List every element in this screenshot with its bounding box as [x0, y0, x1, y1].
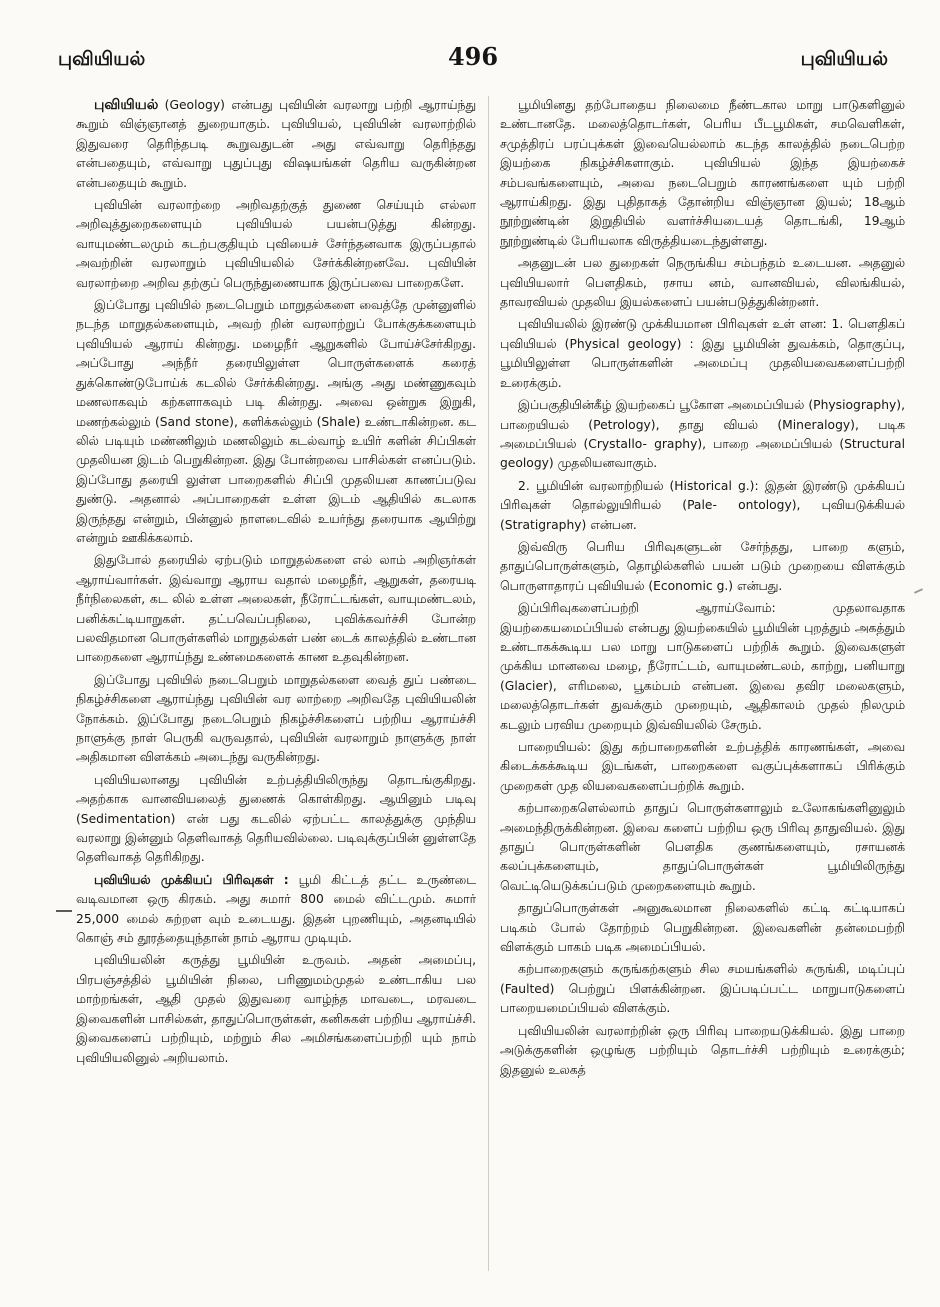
paragraph: இப்பகுதியின்கீழ் இயற்கைப் பூகோள அமைப்பியல் (Physiography), பாறையியல் (Petrology), தாது வியல் (Mineralogy), படிக அமைப்பியல் (Crystallo- graphy), பாறை அமைப்பியல் (Structural geology) முதலியனவாகும்.	[500, 398, 905, 471]
running-head-right: புவியியல்	[800, 48, 888, 70]
entry-headword: புவியியல்	[94, 97, 159, 113]
paragraph: இப்பிரிவுகளைப்பற்றி ஆராய்வோம்: முதலாவதாக இயற்கையமைப்பியல் என்பது இயற்கையில் பூமியின் புறத்தும் அகத்தும் உண்டாகக்கூடிய பல மாறு பாடுகளைப் பற்றிக் கூறும். இவைகளுள் முக்கிய மானவை மழை, நீரோட்டம், வாயுமண்டலம், காற்று, பனியாறு (Glacier), எரிமலை, பூகம்பம் என்பன. இவை தவிர மலைகளும், மலைத்தொடர்கள் துவக்கும் முறையும், ஆதிகாலம் முதல் நிலமும் கடலும் பரவிய முறையும் இவ்வியலில் சேரும்.	[500, 601, 905, 732]
page-number: 496	[447, 42, 499, 71]
running-head-left: புவியியல்	[58, 48, 146, 70]
paragraph: கற்பாறைகளெல்லாம் தாதுப் பொருள்களாலும் உலோகங்களினுலும் அமைந்திருக்கின்றன. இவை களைப் பற்றிய ஒரு பிரிவு தாதுவியல். இது தாதுப் பொருள்களின் பௌதிக குணங்களையும், ரசாயனக் கலப்புக்களையும், தாதுப்பொருள்கள் பூமியிலிருந்து வெட்டியெடுக்கப்படும் முறைகளையும் கூறும்.	[500, 801, 905, 893]
paragraph: இப்போது புவியில் நடைபெறும் மாறுதல்களை வைத் துப் பண்டை நிகழ்ச்சிகளை ஆராய்ந்து புவியின் வர லாற்றை அறிவதே புவியியலின் நோக்கம். இப்போது நடைபெறும் நிகழ்ச்சிகளைப் பற்றிய ஆராய்ச்சி நாளுக்கு நாள் பெருகி வருவதால், புவியின் வரலாறும் நாளுக்கு நாள் அதிகமான விளக்கம் அடைந்து வருகின்றது.	[76, 672, 476, 765]
section-paragraph	[76, 871, 476, 949]
right-column	[500, 96, 905, 1276]
paragraph: புவியியலின் வரலாற்றின் ஒரு பிரிவு பாறையடுக்கியல். இது பாறை அடுக்குகளின் ஒழுங்கு பற்றியும் தொடர்ச்சி பற்றியும் உரைக்கும்; இதனுல் உலகத்	[500, 1023, 905, 1077]
left-column	[76, 96, 476, 1276]
page-header	[58, 38, 888, 78]
margin-mark	[914, 588, 923, 594]
entry-intro-paragraph	[76, 96, 476, 193]
margin-smudge	[56, 910, 72, 912]
entry-intro-text: (Geology) என்பது புவியின் வரலாறு பற்றி ஆராய்ந்து கூறும் விஞ்ஞானத் துறையாகும். புவியியல், புவியின் வரலாற்றில் இதுவரை தெரிந்தபடி கூறுவதுடன் அது எவ்வாறு தெரிந்தது என்பதையும், எவ்வாறு புதுப்புது விஷயங்கள் தெரிய வருகின்றன என்பதையும் கூறும்.	[76, 98, 476, 190]
paragraph: புவியியலின் கருத்து பூமியின் உருவம். அதன் அமைப்பு, பிரபஞ்சத்தில் பூமியின் நிலை, பரிணுமம்முதல் உண்டாகிய பல மாற்றங்கள், ஆதி முதல் இதுவரை வாழ்ந்த மாவடை, மரவடை இவைகளின் பாசில்கள், தாதுப்பொருள்கள், கனிசுகள் பற்றிய ஆராய்ச்சி. இவைகளைப் பற்றியும், மற்றும் சில அமிசங்களைப்பற்றி யும் நாம் புவியியலினுல் அறியலாம்.	[76, 953, 476, 1065]
paragraph: புவியியலானது புவியின் உற்பத்தியிலிருந்து தொடங்குகிறது. அதற்காக வானவியலைத் துணைக் கொள்கிறது. ஆயினும் படிவு (Sedimentation) என் பது கடலில் ஏற்பட்ட காலத்துக்கு முந்திய வரலாறு இன்னும் தெளிவாகத் தெரியவில்லை. படிவுக்குப்பின் னுள்ளதே தெளிவாகத் தெரிகிறது.	[76, 772, 476, 865]
section-text: பூமி கிட்டத் தட்ட உருண்டை வடிவமான ஒரு கிரகம். அது சுமார் 800 மைல் விட்டமும். சுமார் 25,000 மைல் சுற்றள வும் உடையது. இதன் புறணியும், அதனடியில் கொஞ் சம் தூரத்தையுந்தான் நாம் ஆராய முடியும்.	[76, 872, 476, 946]
paragraph: புவியின் வரலாற்றை அறிவதற்குத் துணை செய்யும் எல்லா அறிவுத்துறைகளையும் புவியியல் பயன்படுத்து கின்றது. வாயுமண்டலமும் கடற்பகுதியும் புவியைச் சேர்ந்தனவாக இருப்பதால் அவற்றின் வரலாறும் புவியியலில் சேர்க்கின்றனவே. புவியின் வரலாற்றை அறிவ தற்குப் பெருந்துணையாக இருப்பவை பாறைகளே.	[76, 198, 476, 290]
paragraph: அதனுடன் பல துறைகள் நெருங்கிய சம்பந்தம் உடையன. அதனுல் புவியியலார் பௌதிகம், ரசாய னம், வானவியல், விலங்கியல், தாவரவியல் முதலிய இயல்களைப் பயன்படுத்துகின்றனர்.	[500, 256, 905, 310]
paragraph: புவியியலில் இரண்டு முக்கியமான பிரிவுகள் உள் ளன: 1. பௌதிகப் புவியியல் (Physical geology) : இது பூமியின் துவக்கம், தொகுப்பு, பூமியிலுள்ள பொருள்களின் அமைப்பு முதலியவைகளைப்பற்றி உரைக்கும்.	[500, 317, 905, 390]
paragraph: இப்போது புவியில் நடைபெறும் மாறுதல்களை வைத்தே முன்னுளில் நடந்த மாறுதல்களையும், அவற் றின் வரலாற்றுப் போக்குக்களையும் புவியியல் ஆராய் கின்றது. மழைநீர் ஆறுகளில் போய்ச்சேர்கிறது. அப்போது அந்நீர் தரையிலுள்ள பொருள்களைக் கரைத் துக்கொண்டுபோய்க் கடலில் சேர்க்கின்றது. அங்கு அது மண்ணுகவும் மணலாகவும் கற்களாகவும் படி கின்றது. அவை ஒன்றுக இறுகி, மணற்கல்லும் (Sand stone), களிக்கல்லும் (Shale) உண்டாகின்றன. கட லில் படியும் மண்ணிலும் மணலிலும் கடல்வாழ் உயிர் களின் சிப்பிகள் முதலியன இடம் பெறுகின்றன. இது போன்றவை பாசில்கள் எனப்படும். இப்போது தரையி லுள்ள பாறைகளில் சிப்பி முதலியன காணப்படுவ துண்டு. அதனால் அப்பாறைகள் உள்ள இடம் ஆதியில் கடலாக இருந்தது என்றும், பின்னுல் நாளடைவில் உயர்ந்து தரையாக ஆயிற்று என்றும் ஊகிக்கலாம்.	[76, 298, 476, 545]
paragraph: 2. பூமியின் வரலாற்றியல் (Historical g.): இதன் இரண்டு முக்கியப் பிரிவுகள் தொல்லுயிரியல் (Pale- ontology), புவியடுக்கியல் (Stratigraphy) என்பன.	[500, 478, 905, 532]
section-heading: புவியியல் முக்கியப் பிரிவுகள் :	[94, 872, 289, 887]
paragraph: இதுபோல் தரையில் ஏற்படும் மாறுதல்களை எல் லாம் அறிஞர்கள் ஆராய்வார்கள். இவ்வாறு ஆராய வதால் மழைநீர், ஆறுகள், தரையடி நீர்நிலைகள், கட லில் உள்ள அலைகள், நீரோட்டங்கள், வாயுமண்டலம், பனிக்கட்டியாறுகள். தட்பவெப்பநிலை, புவிக்கவர்ச்சி போன்ற பலவிதமான பொருள்களில் மாறுதல்கள் பண் டைக் காலத்தில் உண்டான பாறைகளை ஆராய்ந்து உண்மைகளைக் காண உதவுகின்றன.	[76, 553, 476, 665]
paragraph: பாறையியல்: இது கற்பாறைகளின் உற்பத்திக் காரணங்கள், அவை கிடைக்கக்கூடிய இடங்கள், பாறைகளை வகுப்புக்களாகப் பிரிக்கும் முறைகள் முத லியவைகளைப்பற்றிக் கூறும்.	[500, 740, 905, 793]
paragraph: தாதுப்பொருள்கள் அனுகூலமான நிலைகளில் கட்டி கட்டியாகப் படிகம் போல் தோற்றம் பெறுகின்றன. இவைகளின் தன்மைபற்றி விளக்கும் பாகம் படிக அமைப்பியல்.	[500, 901, 905, 955]
paragraph: கற்பாறைகளும் கருங்கற்களும் சில சமயங்களில் சுருங்கி, மடிப்புப் (Faulted) பெற்றுப் பிளக்கின்றன. இப்படிப்பட்ட மாறுபாடுகளைப் பாறையமைப்பியல் விளக்கும்.	[500, 962, 905, 1016]
paragraph: இவ்விரு பெரிய பிரிவுகளுடன் சேர்ந்தது, பாறை களும், தாதுப்பொருள்களும், தொழில்களில் பயன் படும் முறையை விளக்கும் பொருளாதாரப் புவியியல் (Economic g.) என்பது.	[500, 539, 905, 593]
column-divider	[488, 96, 489, 1271]
paragraph: பூமியினது தற்போதைய நிலைமை நீண்டகால மாறு பாடுகளினுல் உண்டானதே. மலைத்தொடர்கள், பெரிய பீடபூமிகள், சமவெளிகள், சமுத்திரப் பரப்புக்கள் இவையெல்லாம் கடந்த காலத்தில் நடைபெற்ற இயற்கை நிகழ்ச்சிகளாகும். புவியியல் இந்த இயற்கைச் சம்பவங்களையும், அவை நடைபெறும் காரணங்களை யும் பற்றி ஆராய்கிறது. இது புதிதாகத் தோன்றிய விஞ்ஞான இயல்; 18ஆம் நூற்றுண்டின் இறுதியில் வளர்ச்சியடையத் தொடங்கி, 19ஆம் நூற்றுண்டில் பேரியலாக விருத்தியடைந்துள்ளது.	[500, 98, 905, 248]
